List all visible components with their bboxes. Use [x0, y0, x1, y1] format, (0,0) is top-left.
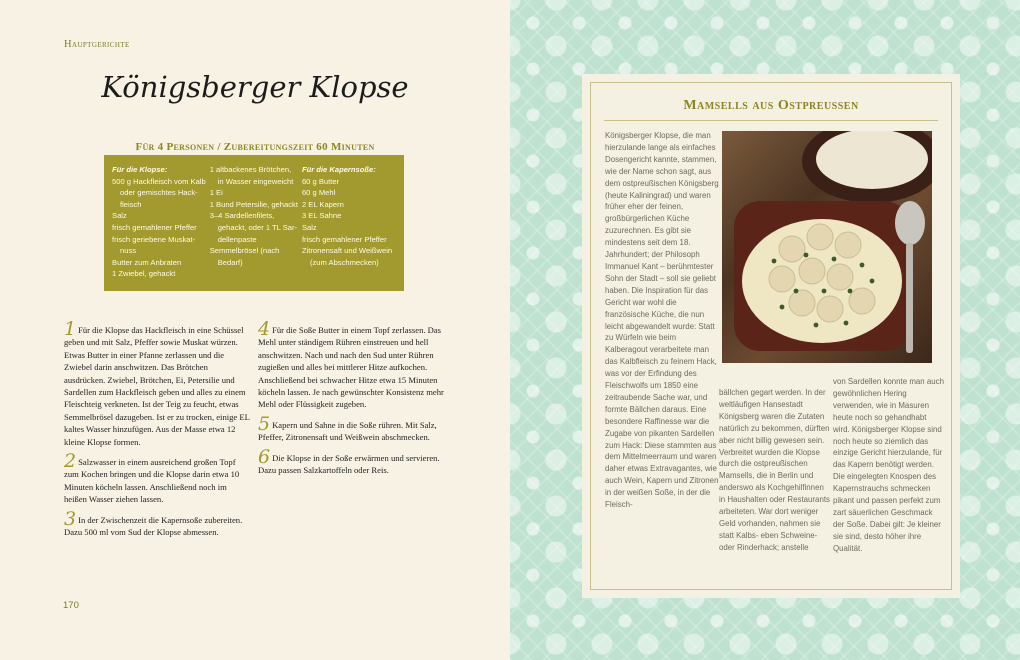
- meatball: [817, 296, 843, 322]
- steps-column-2: [258, 318, 444, 482]
- ingredient-line: 1 altbackenes Brötchen,: [209, 165, 292, 174]
- ingredient-line: frisch gemahlener Pfeffer: [112, 222, 197, 232]
- meatball: [789, 290, 815, 316]
- ingredients-column-2: [210, 164, 302, 282]
- ingredient-line: Semmelbrösel (nach: [209, 246, 280, 256]
- step-text: Für die Klopse das Hackfleisch in eine Schüssel geben und mit Salz, Pfeffer sowie Muskat würzen. Etwas Butter in einer Pfanne zerlassen und die Zwiebel darin anschwitzen. Das Brötchen ausdrücken. Zwiebel, Brötchen, Ei, Petersilie und Sardellen zum Hackfleisch geben und alles zu einem Fleischteig verkneten. Ist der Teig zu feucht, etwas Semmelbrösel dazugeben. Ist er zu trocken, einige EL kaltes Wasser hinzufügen. Aus der Masse etwa 12 kleine Klopse formen.: [64, 325, 250, 447]
- meatball: [835, 232, 861, 258]
- spoon: [895, 201, 925, 245]
- ingredient-line: 2 EL Kapern: [301, 199, 344, 209]
- page-number: 170: [63, 600, 79, 611]
- ingredient-line: 1 Ei: [209, 188, 223, 198]
- ingredient-line: (zum Abschmecken): [309, 257, 379, 267]
- title-divider: [604, 120, 938, 121]
- recipe-title: Königsberger Klopse: [101, 70, 409, 104]
- rice: [816, 131, 928, 189]
- spoon-handle: [906, 243, 913, 353]
- step-text: Kapern und Sahne in die Soße rühren. Mit Salz, Pfeffer, Zitronensaft und Weißwein abschmecken.: [258, 419, 437, 443]
- ingredient-line: Salz: [301, 222, 317, 232]
- section-label: Hauptgerichte: [64, 39, 130, 50]
- meatball: [769, 266, 795, 292]
- steps-column-1: [64, 318, 250, 545]
- info-text-column-1: Königsberger Klopse, die man hierzulande lange als einfaches Dosengericht kannte, stammen, wie der Name schon sagt, aus dem ostpreußischen Königsberg (heute Kaliningrad) und waren früher eher der feinen, großbürgerlichen Küche zuzurechnen. Es gibt sie mindestens seit dem 18. Jahrhundert; der Philosoph Immanuel Kant – berühmtester Sohn der Stadt – soll sie geliebt haben. Die Inspiration für das Gericht war wohl die französische Küche, die nun leicht abgewandelt wurde: Statt zu Würfeln wie beim Kalberagout verarbeitete man das Kalbfleisch zu feinem Hack, was vor der Erfindung des Fleischwolfs um 1850 eine zeitraubende Sache war, und formte Bällchen daraus. Eine besondere Raffinesse war die Zugabe von pikanten Sardellen zum Hack: Diese stammten aus dem Mittelmeerraum und waren daher etwas Extravagantes, wie auch Wein, Kapern und Zitronen in der weißen Soße, in der die Fleisch-: [605, 131, 719, 510]
- ingredient-line: Bedarf): [217, 257, 243, 267]
- ingredient-line: frisch gemahlener Pfeffer: [301, 234, 387, 244]
- ingredient-line: 3–4 Sardellenfilets,: [209, 211, 275, 221]
- ingredient-line: dellenpaste: [217, 234, 257, 244]
- ingredient-line: gehackt, oder 1 TL Sar-: [217, 222, 298, 232]
- ingredients-column-3: [302, 164, 396, 282]
- ingredient-line: frisch geriebene Muskat-: [112, 234, 196, 244]
- step-number: 2: [64, 450, 77, 473]
- right-page: [510, 0, 1020, 660]
- ingredient-line: nuss: [120, 246, 137, 256]
- info-text-column-3: von Sardellen konnte man auch gewöhnlichen Hering verwenden, wie in Masuren heute noch so gehandhabt wird. Königsberger Klopse sind noch heute so ziemlich das einzige Gericht hierzulande, für das Kapern benötigt werden. Die eingelegten Knospen des Kapernstrauchs schmecken pikant und passen perfekt zum zart säuerlichen Geschmack der Soße. Dabei gilt: Je kleiner sie sind, desto höher ihre Qualität.: [833, 377, 944, 553]
- ingredients-column-1: [112, 164, 210, 282]
- step: [64, 450, 250, 506]
- ingredient-line: 500 g Hackfleisch vom Kalb: [112, 176, 206, 186]
- ingredient-line: in Wasser eingeweicht: [217, 176, 294, 186]
- meatball: [827, 264, 853, 290]
- step-text: Die Klopse in der Soße erwärmen und servieren. Dazu passen Salzkartoffeln oder Reis.: [258, 452, 440, 476]
- step-text: Für die Soße Butter in einem Topf zerlassen. Das Mehl unter ständigem Rühren einstreuen und hell anschwitzen. Nach und nach den Sud unter Rühren zugießen und alles bei mittlerer Hitze aufkochen. Anschließend bei schwacher Hitze etwa 15 Minuten köcheln lassen. Je nach gewünschter Konsistenz mehr Mehl oder Flüssigkeit zugeben.: [258, 325, 444, 410]
- ingredient-line: 60 g Butter: [301, 176, 340, 186]
- info-text-column-2: bällchen gegart werden. In der weltläufigen Hansestadt Königsberg waren die Zutaten natürlich zu bekommen, dürften aber nicht billig gewesen sein. Verbreitet wurden die Klopse durch die ostpreußischen Mamsells, die in Berlin und anderswo als Kochgehilfinnen in Haushalten oder Restaurants arbeiteten. War dort weniger Geld vorhanden, nahmen sie statt Kalbs- eben Schweine- oder Rinderhack; anstelle: [719, 388, 830, 552]
- step: [258, 318, 444, 411]
- ingredient-line: 1 Bund Petersilie, gehackt: [209, 199, 298, 209]
- step-number: 4: [258, 318, 271, 340]
- step-number: 3: [64, 507, 77, 530]
- step: [258, 412, 444, 444]
- step-number: 1: [64, 318, 77, 340]
- step: [64, 507, 250, 539]
- step-text: Salzwasser in einem ausreichend großen Topf zum Kochen bringen und die Klopse darin etwa 10 Minuten köcheln lassen. Anschließend noch im heißen Wasser ziehen lassen.: [64, 457, 240, 505]
- food-photo: [722, 131, 932, 363]
- ingredient-line: 1 Zwiebel, gehackt: [112, 269, 176, 279]
- step-number: 6: [258, 445, 271, 468]
- ingredients-box: [104, 155, 404, 291]
- ingredient-line: Salz: [112, 211, 127, 221]
- ingredient-line: 60 g Mehl: [301, 188, 336, 198]
- meatball: [807, 224, 833, 250]
- info-box-title: Mamsells aus Ostpreussen: [683, 98, 859, 113]
- step: [258, 445, 444, 477]
- ingredient-line: fleisch: [120, 199, 142, 209]
- ingredient-line: Zitronensaft und Weißwein: [301, 246, 393, 256]
- ingredient-line: oder gemischtes Hack-: [120, 188, 198, 198]
- step-text: In der Zwischenzeit die Kapernsoße zubereiten. Dazu 500 ml vom Sud der Klopse abmessen.: [64, 514, 243, 538]
- meatball: [849, 288, 875, 314]
- step: [64, 318, 250, 448]
- ingredient-line: 3 EL Sahne: [301, 211, 342, 221]
- info-box: [582, 74, 960, 598]
- servings-line: Für 4 Personen / Zubereitungszeit 60 Minuten: [135, 141, 375, 153]
- meatball: [799, 258, 825, 284]
- food-photo-illustration: [722, 131, 932, 363]
- ingredients-heading: Für die Klopse:: [112, 165, 168, 174]
- step-number: 5: [258, 412, 271, 435]
- ingredients-heading: Für die Kapernsoße:: [301, 165, 376, 174]
- ingredient-line: Butter zum Anbraten: [112, 257, 182, 267]
- meatball: [779, 236, 805, 262]
